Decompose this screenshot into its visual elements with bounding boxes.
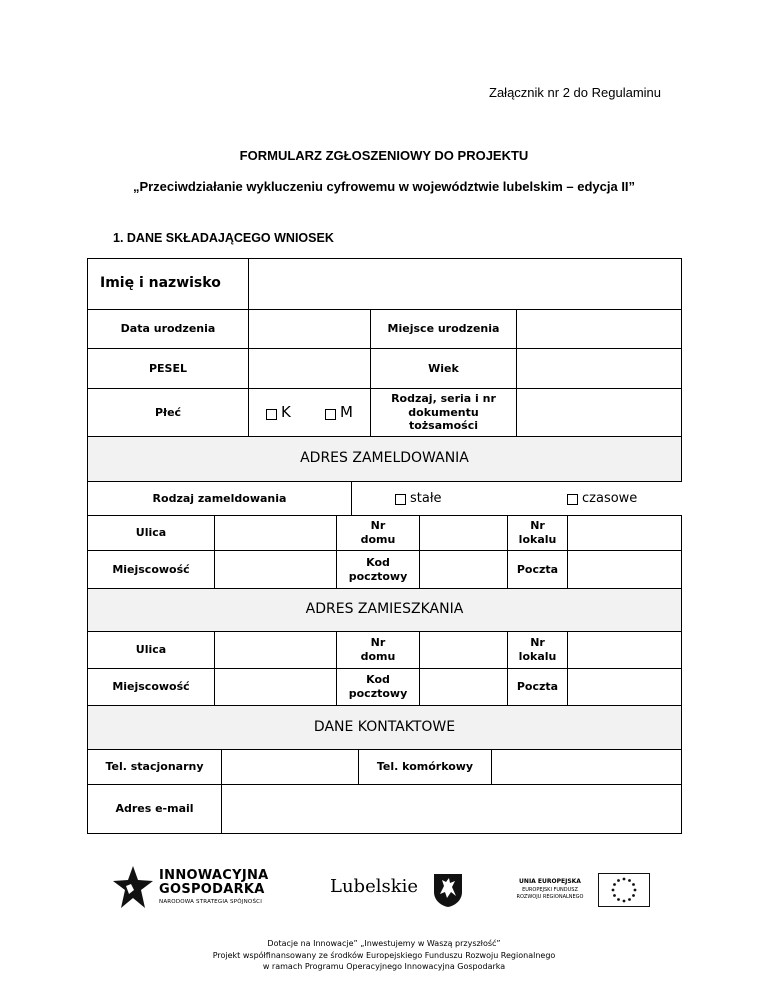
section-heading: 1. DANE SKŁADAJĄCEGO WNIOSEK [113, 231, 334, 245]
coat-of-arms-icon [432, 872, 464, 908]
form-title: FORMULARZ ZGŁOSZENIOWY DO PROJEKTU [239, 148, 529, 163]
footer [0, 938, 768, 973]
reg-street-label: Ulica [87, 515, 215, 551]
mobile-field[interactable] [491, 749, 682, 785]
email-label: Adres e-mail [87, 784, 222, 834]
reg-flat-no-field[interactable] [567, 515, 682, 551]
reg-street-field[interactable] [214, 515, 337, 551]
sex-options [248, 388, 371, 437]
document-field[interactable] [516, 388, 682, 437]
footer-line2: Projekt współfinansowany ze środków Europejskiego Funduszu Rozwoju Regionalnego [212, 950, 556, 960]
sex-option-k[interactable]: K [266, 403, 291, 422]
res-street-field[interactable] [214, 631, 337, 669]
checkbox-icon [266, 409, 277, 420]
lubelskie-logo-text: Lubelskie [330, 876, 419, 897]
res-flat-no-field[interactable] [567, 631, 682, 669]
reg-post-office-label: Poczta [507, 550, 568, 589]
reg-city-label: Miejscowość [87, 550, 215, 589]
sex-label: Płeć [87, 388, 249, 437]
birth-date-field[interactable] [248, 309, 371, 349]
option-permanent[interactable]: stałe [395, 491, 442, 507]
res-street-label: Ulica [87, 631, 215, 669]
logo-text-line1: INNOWACYJNA [159, 868, 269, 883]
res-post-office-field[interactable] [567, 668, 682, 706]
annex-label: Załącznik nr 2 do Regulaminu [489, 85, 661, 100]
document-label: Rodzaj, seria i nr dokumentu tożsamości [370, 388, 517, 437]
reg-postal-code-label: Kod pocztowy [336, 550, 420, 589]
pesel-field[interactable] [248, 348, 371, 389]
registration-type-options [351, 481, 682, 516]
checkbox-icon [567, 494, 578, 505]
birth-date-label: Data urodzenia [87, 309, 249, 349]
reg-house-no-field[interactable] [419, 515, 508, 551]
eu-logo-text-line3: ROZWOJU REGIONALNEGO [516, 894, 584, 900]
landline-label: Tel. stacjonarny [87, 749, 222, 785]
reg-house-no-label: Nr domu [336, 515, 420, 551]
reg-city-field[interactable] [214, 550, 337, 589]
contact-header: DANE KONTAKTOWE [87, 705, 682, 750]
sex-option-m[interactable]: M [325, 403, 353, 422]
registration-header: ADRES ZAMELDOWANIA [87, 436, 682, 482]
reg-post-office-field[interactable] [567, 550, 682, 589]
name-label: Imię i nazwisko [87, 258, 249, 310]
birth-place-label: Miejsce urodzenia [370, 309, 517, 349]
checkbox-icon [325, 409, 336, 420]
res-house-no-field[interactable] [419, 631, 508, 669]
age-label: Wiek [370, 348, 517, 389]
logo-text-line3: NARODOWA STRATEGIA SPÓJNOŚCI [159, 899, 263, 905]
reg-flat-no-label: Nr lokalu [507, 515, 568, 551]
pesel-label: PESEL [87, 348, 249, 389]
reg-postal-code-field[interactable] [419, 550, 508, 589]
eu-logo [504, 872, 652, 908]
res-flat-no-label: Nr lokalu [507, 631, 568, 669]
res-city-label: Miejscowość [87, 668, 215, 706]
res-city-field[interactable] [214, 668, 337, 706]
name-field[interactable] [248, 258, 682, 310]
res-postal-code-field[interactable] [419, 668, 508, 706]
email-field[interactable] [221, 784, 682, 834]
res-post-office-label: Poczta [507, 668, 568, 706]
innovation-star-icon [112, 864, 154, 912]
innovative-economy-logo [112, 864, 282, 916]
eu-logo-text-line1: UNIA EUROPEJSKA [519, 878, 581, 885]
res-house-no-label: Nr domu [336, 631, 420, 669]
lubelskie-logo [330, 872, 470, 912]
footer-line3: w ramach Programu Operacyjnego Innowacyjna Gospodarka [262, 962, 506, 971]
logo-text-line2: GOSPODARKA [159, 882, 265, 897]
footer-line1: Dotacje na Innowacje” „Inwestujemy w Waszą przyszłość” [267, 939, 501, 948]
landline-field[interactable] [221, 749, 359, 785]
eu-flag-icon [598, 873, 650, 907]
residence-header: ADRES ZAMIESZKANIA [87, 588, 682, 632]
res-postal-code-label: Kod pocztowy [336, 668, 420, 706]
eu-logo-text-line2: EUROPEJSKI FUNDUSZ [522, 887, 578, 893]
age-field[interactable] [516, 348, 682, 389]
project-subtitle: „Przeciwdziałanie wykluczeniu cyfrowemu w województwie lubelskim – edycja II” [132, 179, 636, 194]
registration-type-label: Rodzaj zameldowania [87, 481, 352, 516]
mobile-label: Tel. komórkowy [358, 749, 492, 785]
birth-place-field[interactable] [516, 309, 682, 349]
option-temporary[interactable]: czasowe [567, 491, 637, 507]
checkbox-icon [395, 494, 406, 505]
